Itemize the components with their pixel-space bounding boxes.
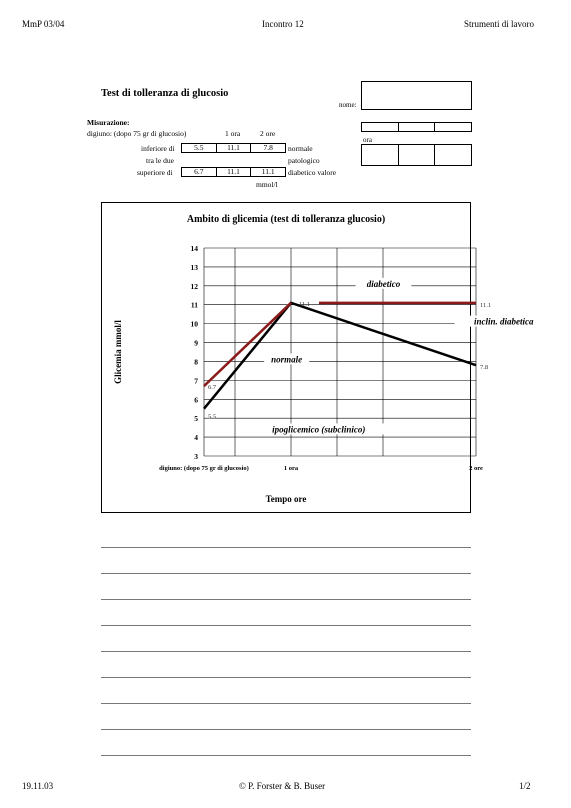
y-tick-label: 5 [194, 414, 198, 424]
y-tick-label: 6 [194, 395, 198, 405]
ora-small-grid [361, 122, 472, 132]
data-label: 11.1 [480, 301, 492, 309]
y-tick-label: 7 [194, 376, 198, 386]
y-tick-label: 3 [194, 452, 198, 461]
row-upper-values [181, 167, 286, 177]
glucose-chart [101, 202, 534, 513]
y-tick-label: 9 [194, 338, 198, 348]
ora-large-cell[interactable] [362, 145, 399, 165]
row-lower-label: inferiore di [141, 144, 175, 153]
data-label: 5.5 [208, 413, 217, 421]
value-cell: 11.1 [261, 167, 275, 176]
y-tick-label: 14 [190, 244, 198, 253]
series-line-diabetic [204, 303, 291, 386]
x-tick-label: 2 ore [469, 465, 483, 472]
y-tick-label: 11 [190, 300, 198, 310]
form-title: Test di tolleranza di glucosio [101, 88, 229, 99]
header-section-name: Strumenti di lavoro [464, 19, 534, 29]
y-tick-label: 4 [194, 433, 198, 443]
y-tick-label: 8 [194, 357, 198, 367]
region-label: inclin. diabetica [474, 316, 534, 327]
name-field[interactable] [361, 81, 472, 110]
header-fasting: digiuno: (dopo 75 gr di glucosio) [87, 129, 187, 138]
name-label: nome: [339, 101, 357, 109]
region-label: ipoglicemico (subclinico) [272, 424, 366, 435]
note-line[interactable] [101, 729, 471, 730]
row-between-result: patologico [288, 156, 320, 165]
note-line[interactable] [101, 547, 471, 548]
x-tick-label: digiuno: (dopo 75 gr di glucosio) [159, 465, 249, 472]
header-course-code: MmP 03/04 [22, 19, 65, 29]
measure-label: Misurazione: [87, 118, 130, 127]
note-line[interactable] [101, 703, 471, 704]
ora-large-cell[interactable] [435, 145, 471, 165]
region-label: normale [271, 354, 303, 365]
value-cell: 6.7 [182, 168, 217, 176]
data-label: 11.1 [299, 300, 311, 308]
header-1h: 1 ora [225, 129, 241, 138]
note-line[interactable] [101, 625, 471, 626]
footer-page: 1/2 [519, 781, 531, 791]
ora-large-cell[interactable] [399, 145, 436, 165]
note-line[interactable] [101, 599, 471, 600]
y-tick-label: 12 [190, 281, 198, 291]
value-cell: 11.1 [217, 168, 252, 176]
x-axis-label: Tempo ore [265, 494, 307, 504]
y-tick-label: 13 [190, 262, 198, 272]
ora-label: ora [363, 136, 372, 144]
value-cell: 7.8 [263, 143, 273, 152]
header-session-title: Incontro 12 [262, 19, 304, 29]
x-tick-label: 1 ora [283, 465, 299, 472]
unit-label: mmol/l [256, 180, 278, 189]
note-line[interactable] [101, 573, 471, 574]
series-line-normal [204, 300, 476, 409]
ora-small-cell[interactable] [362, 123, 399, 131]
data-label: 7.8 [480, 364, 489, 372]
note-line[interactable] [101, 755, 471, 756]
footer-copyright: © P. Forster & B. Buser [239, 781, 326, 791]
footer-date: 19.11.03 [22, 781, 54, 791]
ora-small-cell[interactable] [399, 123, 436, 131]
value-cell: 11.1 [217, 144, 252, 152]
chart-title: Ambito di glicemia (test di tolleranza glucosio) [186, 214, 386, 225]
y-tick-label: 10 [190, 319, 198, 329]
note-line[interactable] [101, 677, 471, 678]
data-label: 6.7 [208, 384, 217, 392]
row-lower-values [181, 143, 286, 153]
row-upper-result: diabetico valore [288, 168, 337, 177]
row-between-label: tra le due [146, 156, 174, 165]
row-upper-label: superiore di [137, 168, 173, 177]
region-label: diabetico [366, 278, 401, 289]
row-lower-result: normale [288, 144, 313, 153]
ora-small-cell[interactable] [435, 123, 471, 131]
ora-large-grid [361, 144, 472, 166]
value-cell: 5.5 [182, 144, 217, 152]
header-2h: 2 ore [260, 129, 276, 138]
y-axis-label: Glicemia mmol/l [113, 320, 123, 384]
note-line[interactable] [101, 651, 471, 652]
